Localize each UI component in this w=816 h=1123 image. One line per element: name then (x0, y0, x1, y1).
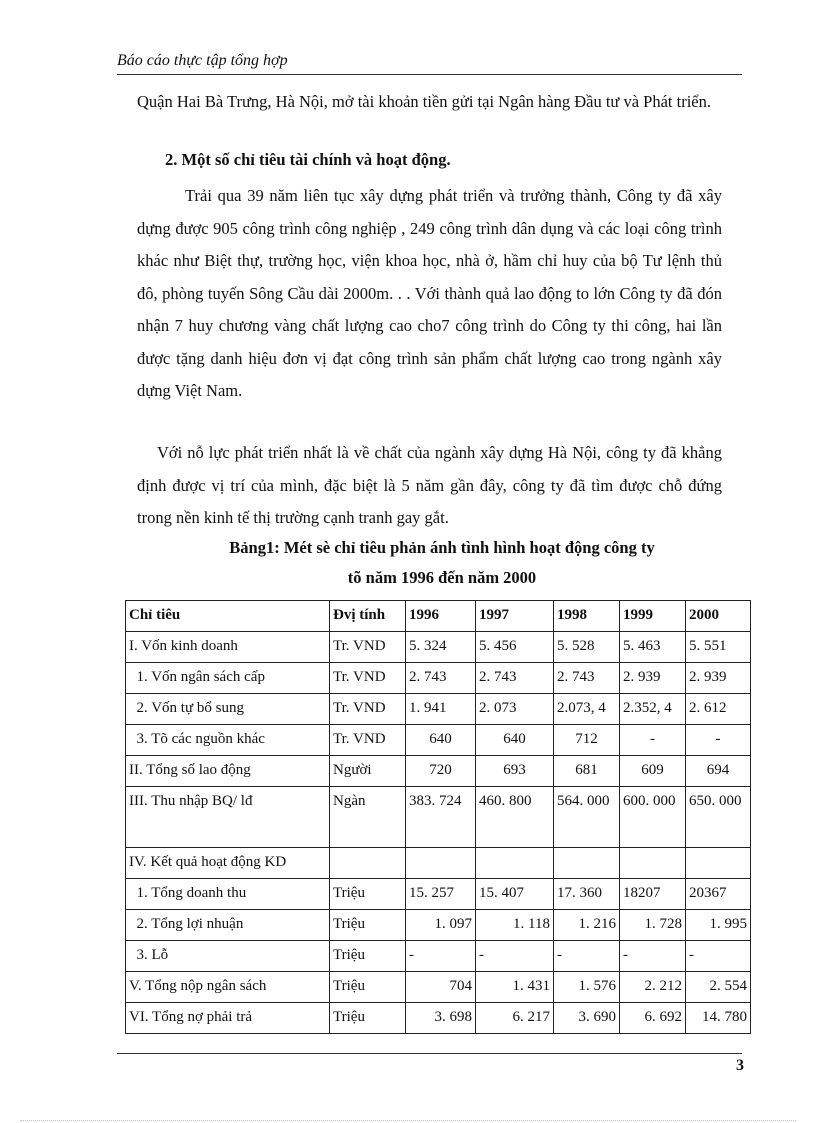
unit-cell: Tr. VND (330, 725, 406, 756)
value-cell: 712 (554, 725, 620, 756)
table-row (126, 972, 751, 1003)
value-cell: 1. 576 (554, 972, 620, 1003)
table-header-cell: 1998 (554, 601, 620, 632)
footer-rule (117, 1053, 742, 1054)
unit-cell: Tr. VND (330, 694, 406, 725)
financial-table (125, 600, 751, 1034)
value-cell: - (686, 941, 751, 972)
value-cell: 2. 743 (476, 663, 554, 694)
value-cell: 15. 407 (476, 879, 554, 910)
section-heading: 2. Một số chỉ tiêu tài chính và hoạt động. (165, 150, 451, 169)
value-cell: 681 (554, 756, 620, 787)
row-label: 1. Tổng doanh thu (126, 879, 330, 910)
value-cell: 2. 939 (686, 663, 751, 694)
table-title: Bảng1: Mét sè chỉ tiêu phản ánh tình hình hoạt động công ty (229, 538, 655, 557)
value-cell (476, 848, 554, 879)
value-cell: 650. 000 (686, 787, 751, 848)
value-cell: 1. 431 (476, 972, 554, 1003)
unit-cell: Tr. VND (330, 632, 406, 663)
value-cell: 600. 000 (620, 787, 686, 848)
value-cell: 2. 743 (554, 663, 620, 694)
value-cell: 694 (686, 756, 751, 787)
value-cell: 20367 (686, 879, 751, 910)
value-cell: 2. 554 (686, 972, 751, 1003)
value-cell: 564. 000 (554, 787, 620, 848)
value-cell: 5. 324 (406, 632, 476, 663)
table-row (126, 663, 751, 694)
table-row (126, 756, 751, 787)
unit-cell: Triệu (330, 972, 406, 1003)
row-label: IV. Kết quả hoạt động KD (126, 848, 330, 879)
row-label: 1. Vốn ngân sách cấp (126, 663, 330, 694)
row-label: 3. Tõ các nguồn khác (126, 725, 330, 756)
value-cell: 6. 692 (620, 1003, 686, 1034)
page-number: 3 (736, 1057, 744, 1074)
value-cell: 1. 097 (406, 910, 476, 941)
value-cell (620, 848, 686, 879)
table-subtitle: tõ năm 1996 đến năm 2000 (347, 568, 537, 587)
value-cell: - (554, 941, 620, 972)
table-row (126, 879, 751, 910)
value-cell: 693 (476, 756, 554, 787)
row-label: II. Tổng số lao động (126, 756, 330, 787)
value-cell: 14. 780 (686, 1003, 751, 1034)
table-row (126, 910, 751, 941)
row-label: 2. Vốn tự bổ sung (126, 694, 330, 725)
unit-cell (330, 848, 406, 879)
table-header-cell: Chỉ tiêu (126, 601, 330, 632)
table-row (126, 725, 751, 756)
value-cell: 704 (406, 972, 476, 1003)
value-cell: 2. 612 (686, 694, 751, 725)
value-cell: 1. 995 (686, 910, 751, 941)
value-cell: 2. 939 (620, 663, 686, 694)
value-cell: 17. 360 (554, 879, 620, 910)
row-label: V. Tổng nộp ngân sách (126, 972, 330, 1003)
table-header-row (126, 601, 751, 632)
value-cell: 3. 690 (554, 1003, 620, 1034)
value-cell: 2. 743 (406, 663, 476, 694)
value-cell: - (620, 725, 686, 756)
unit-cell: Người (330, 756, 406, 787)
value-cell: 2.073, 4 (554, 694, 620, 725)
table-row (126, 632, 751, 663)
unit-cell: Triệu (330, 1003, 406, 1034)
value-cell: 1. 216 (554, 910, 620, 941)
row-label: VI. Tổng nợ phải trả (126, 1003, 330, 1034)
unit-cell: Triệu (330, 910, 406, 941)
table-row (126, 848, 751, 879)
table-header-cell: 1996 (406, 601, 476, 632)
paragraph-position: Với nỗ lực phát triển nhất là về chất của ngành xây dựng Hà Nội, công ty đã khẳng định được vị trí của mình, đặc biệt là 5 năm gần đây, công ty đã tìm được chỗ đứng trong nền kinh tế thị trường cạnh tranh gay gắt. (137, 443, 722, 527)
page-header (117, 50, 742, 75)
row-label: III. Thu nhập BQ/ lđ (126, 787, 330, 848)
page-boundary (20, 1120, 796, 1121)
value-cell: 1. 728 (620, 910, 686, 941)
value-cell: 5. 551 (686, 632, 751, 663)
value-cell: 5. 456 (476, 632, 554, 663)
unit-cell: Tr. VND (330, 663, 406, 694)
value-cell: 2.352, 4 (620, 694, 686, 725)
table-header-cell: 2000 (686, 601, 751, 632)
value-cell: 720 (406, 756, 476, 787)
paragraph-intro: Quận Hai Bà Trưng, Hà Nội, mở tài khoản tiền gửi tại Ngân hàng Đầu tư và Phát triển. (137, 92, 712, 111)
table-row (126, 694, 751, 725)
value-cell: 3. 698 (406, 1003, 476, 1034)
unit-cell: Triệu (330, 941, 406, 972)
row-label: 2. Tổng lợi nhuận (126, 910, 330, 941)
value-cell: 1. 118 (476, 910, 554, 941)
value-cell: - (620, 941, 686, 972)
table-header-cell: 1997 (476, 601, 554, 632)
value-cell: 5. 528 (554, 632, 620, 663)
row-label: 3. Lỗ (126, 941, 330, 972)
value-cell: 18207 (620, 879, 686, 910)
value-cell: - (476, 941, 554, 972)
value-cell: 1. 941 (406, 694, 476, 725)
unit-cell: Ngàn (330, 787, 406, 848)
value-cell (686, 848, 751, 879)
value-cell: 640 (406, 725, 476, 756)
value-cell (406, 848, 476, 879)
value-cell: 460. 800 (476, 787, 554, 848)
value-cell: 609 (620, 756, 686, 787)
value-cell: 15. 257 (406, 879, 476, 910)
value-cell: 640 (476, 725, 554, 756)
row-label: I. Vốn kinh doanh (126, 632, 330, 663)
unit-cell: Triệu (330, 879, 406, 910)
value-cell: 6. 217 (476, 1003, 554, 1034)
value-cell: 2. 073 (476, 694, 554, 725)
paragraph-history: Trải qua 39 năm liên tục xây dựng phát triển và trưởng thành, Công ty đã xây dựng được 905 công trình công nghiệp , 249 công trình dân dụng và các loại công trình khác như Biệt thự, trường học, viện khoa học, nhà ở, hầm chỉ huy của bộ Tư lệnh thủ đô, phòng tuyến Sông Cầu dài 2000m. . . Với thành quả lao động to lớn Công ty đã đón nhận 7 huy chương vàng chất lượng cao cho7 công trình do Công ty thi công, hai lần được tặng danh hiệu đơn vị đạt công trình sản phẩm chất lượng cao trong ngành xây dựng Việt Nam. (137, 186, 722, 400)
table-header-cell: 1999 (620, 601, 686, 632)
table-header-cell: Đvị tính (330, 601, 406, 632)
table-row (126, 1003, 751, 1034)
value-cell (554, 848, 620, 879)
value-cell: - (686, 725, 751, 756)
table-row (126, 941, 751, 972)
value-cell: - (406, 941, 476, 972)
table-row (126, 787, 751, 848)
value-cell: 2. 212 (620, 972, 686, 1003)
value-cell: 383. 724 (406, 787, 476, 848)
header-title: Báo cáo thực tập tổng hợp (117, 52, 288, 69)
value-cell: 5. 463 (620, 632, 686, 663)
